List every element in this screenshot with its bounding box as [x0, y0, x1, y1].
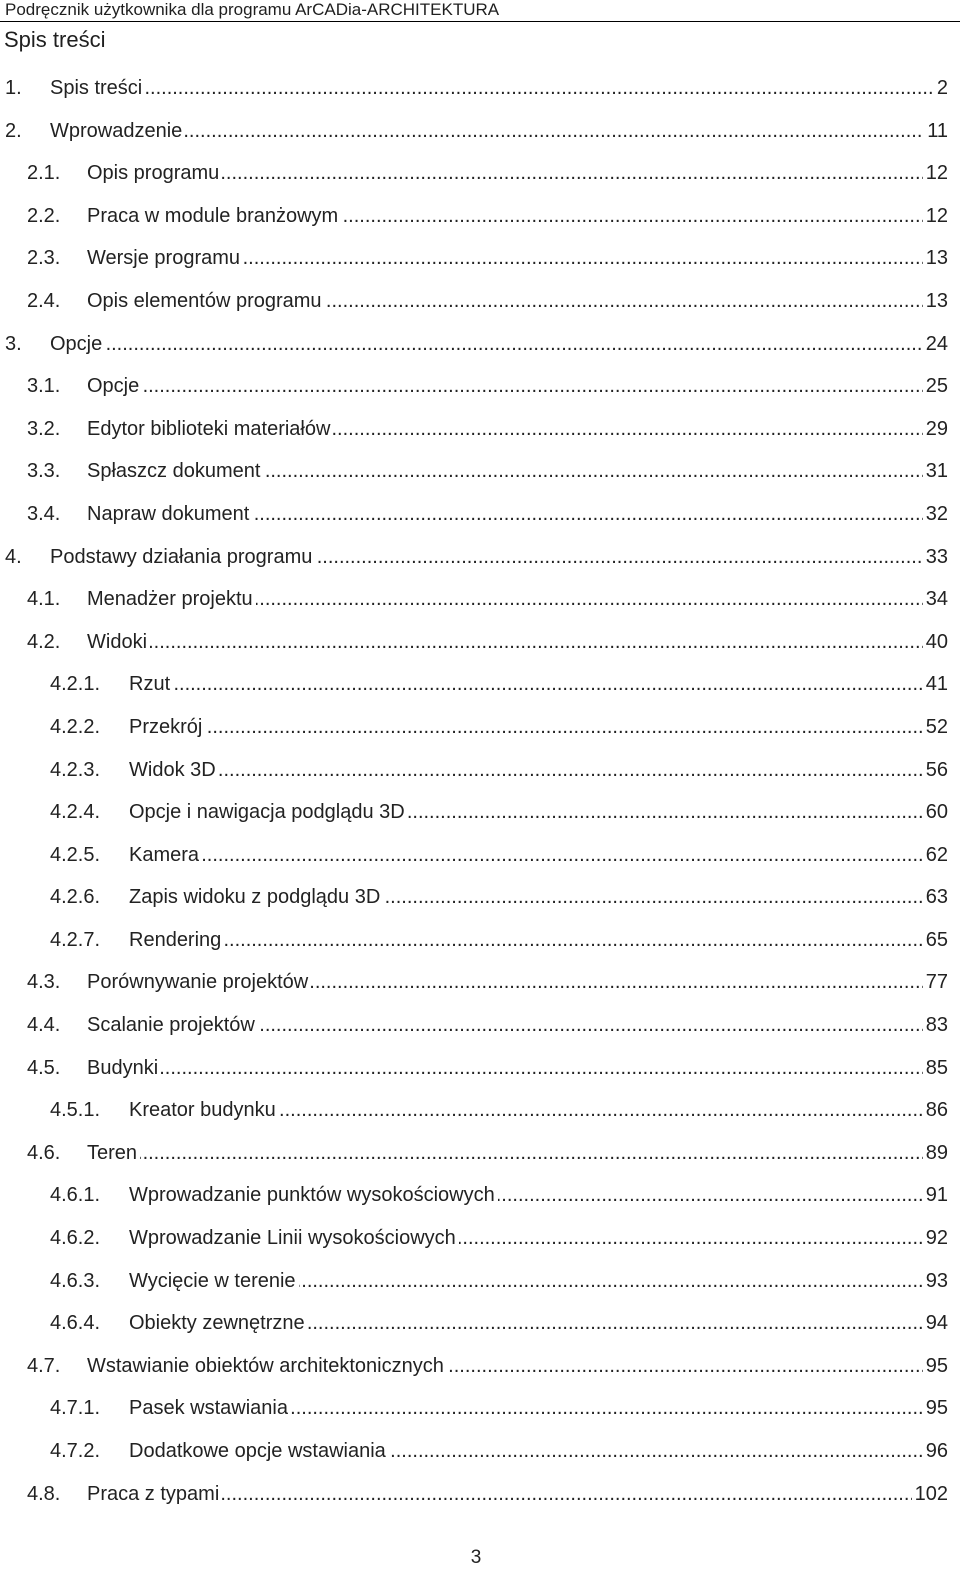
toc-entry-title[interactable]: Edytor biblioteki materiałów — [87, 408, 333, 450]
running-header-title: Podręcznik użytkownika dla programu ArCADia-ARCHITEKTURA — [5, 0, 500, 19]
toc-entry-title-leader — [87, 1004, 934, 1046]
toc-entry-number: 4.7.1. — [50, 1397, 101, 1420]
toc-entry-page: 25 — [923, 365, 948, 407]
toc-entry-number: 2.4. — [27, 289, 61, 312]
toc-entry[interactable] — [0, 1345, 960, 1388]
toc-entry-title-leader — [87, 1345, 934, 1387]
toc-entry-title-leader — [87, 365, 934, 407]
toc-entry-number: 3.3. — [27, 460, 61, 483]
page-number: 3 — [470, 1547, 482, 1568]
toc-entry-title[interactable]: Wprowadzanie Linii wysokościowych — [129, 1217, 459, 1259]
toc-entry[interactable] — [0, 67, 960, 110]
toc-entry-title-leader — [129, 919, 934, 961]
toc-entry-title[interactable]: Rendering — [129, 919, 224, 961]
toc-entry-page: 32 — [923, 493, 948, 535]
toc-entry-title[interactable]: Napraw dokument — [87, 493, 252, 535]
toc-entry-page: 86 — [923, 1089, 948, 1131]
toc-entry-title-leader — [129, 1260, 934, 1302]
toc-entry-page: 62 — [923, 834, 948, 876]
toc-entry[interactable] — [0, 876, 960, 919]
toc-entry-title-leader — [129, 1387, 934, 1429]
toc-entry-number: 4.1. — [27, 588, 61, 611]
toc-entry-title[interactable]: Dodatkowe opcje wstawiania — [129, 1430, 389, 1472]
toc-entry-page: 40 — [923, 621, 948, 663]
toc-entry-number: 4.2.2. — [50, 715, 101, 738]
toc-entry-title-leader — [87, 450, 934, 492]
toc-entry[interactable] — [0, 110, 960, 153]
toc-entry-page: 12 — [923, 152, 948, 194]
toc-entry-title-leader — [87, 195, 934, 237]
toc-entry-number: 4.2.4. — [50, 801, 101, 824]
toc-entry-number: 4.8. — [27, 1482, 61, 1505]
toc-entry-title[interactable]: Teren — [87, 1132, 140, 1174]
toc-entry-page: 34 — [923, 578, 948, 620]
toc-entry-title-leader — [87, 237, 934, 279]
toc-entry[interactable] — [0, 1047, 960, 1090]
toc-entry-number: 4.5. — [27, 1056, 61, 1079]
header-rule — [0, 21, 960, 22]
toc-entry-title[interactable]: Wstawianie obiektów architektonicznych — [87, 1345, 447, 1387]
toc-entry-page: 95 — [923, 1345, 948, 1387]
toc-entry-number: 3.2. — [27, 417, 61, 440]
toc-entry-number: 4.2.7. — [50, 928, 101, 951]
toc-entry-number: 4.6.1. — [50, 1184, 101, 1207]
toc-entry-title-leader — [87, 578, 934, 620]
toc-entry-title[interactable]: Menadżer projektu — [87, 578, 256, 620]
toc-entry-title[interactable]: Praca w module branżowym — [87, 195, 341, 237]
toc-entry-number: 4.4. — [27, 1014, 61, 1037]
toc-entry-title-leader — [129, 876, 934, 918]
toc-entry-number: 3. — [5, 332, 22, 355]
toc-entry[interactable] — [0, 365, 960, 408]
toc-entry-title-leader — [129, 1089, 934, 1131]
toc-entry[interactable] — [0, 1430, 960, 1473]
toc-entry-title-leader — [87, 1473, 934, 1515]
toc-entry[interactable] — [0, 195, 960, 238]
toc-entry-title[interactable]: Opis elementów programu — [87, 280, 325, 322]
toc-entry-title-leader — [50, 323, 934, 365]
toc-entry-number: 4.6.3. — [50, 1269, 101, 1292]
toc-entry[interactable] — [0, 621, 960, 664]
toc-entry[interactable] — [0, 834, 960, 877]
toc-entry-number: 1. — [5, 77, 22, 99]
toc-entry-title[interactable]: Kamera — [129, 834, 202, 876]
toc-entry-title[interactable]: Wycięcie w terenie — [129, 1260, 299, 1302]
toc-entry-page: 96 — [923, 1430, 948, 1472]
toc-entry-title[interactable]: Wersje programu — [87, 237, 243, 279]
toc-entry-page: 83 — [923, 1004, 948, 1046]
toc-entry-page: 33 — [923, 536, 948, 578]
toc-entry-title[interactable]: Zapis widoku z podglądu 3D — [129, 876, 383, 918]
toc-entry-number: 4.6.2. — [50, 1227, 101, 1250]
toc-entry-title[interactable]: Porównywanie projektów — [87, 961, 311, 1003]
toc-entry-page: 85 — [923, 1047, 948, 1089]
toc-entry-number: 4.5.1. — [50, 1099, 101, 1122]
toc-entry-title-leader — [129, 1217, 934, 1259]
toc-entry-title[interactable]: Spłaszcz dokument — [87, 450, 263, 492]
toc-entry-title-leader — [129, 706, 934, 748]
toc-entry-title[interactable]: Praca z typami — [87, 1473, 222, 1515]
toc-entry-page: 95 — [923, 1387, 948, 1429]
toc-entry-number: 4.7.2. — [50, 1440, 101, 1462]
toc-entry-number: 4. — [5, 545, 22, 568]
toc-entry[interactable] — [0, 1217, 960, 1260]
toc-entry[interactable] — [0, 663, 960, 706]
toc-entry-number: 4.2.6. — [50, 886, 101, 909]
toc-entry-title[interactable]: Obiekty zewnętrzne — [129, 1302, 308, 1344]
toc-entry-page: 94 — [923, 1302, 948, 1344]
toc-entry[interactable] — [0, 493, 960, 536]
toc-entry-title-leader — [87, 152, 934, 194]
toc-entry-title[interactable]: Widok 3D — [129, 749, 219, 791]
toc-heading: Spis treści — [4, 27, 106, 52]
toc-entry-title[interactable]: Spis treści — [50, 67, 145, 109]
toc-entry-title-leader — [129, 1302, 934, 1344]
toc-entry-page: 2 — [934, 67, 948, 109]
toc-entry[interactable] — [0, 1473, 960, 1516]
toc-entry[interactable] — [0, 450, 960, 493]
toc-entry-number: 4.2.1. — [50, 673, 101, 696]
toc-entry[interactable] — [0, 152, 960, 195]
toc-entry-title[interactable]: Wprowadzanie punktów wysokościowych — [129, 1174, 498, 1216]
toc-entry-title-leader — [87, 408, 934, 450]
toc-entry-title[interactable]: Wprowadzenie — [50, 110, 185, 152]
toc-entry-title[interactable]: Przekrój — [129, 706, 205, 748]
toc-entry-title-leader — [129, 1430, 934, 1472]
toc-entry[interactable] — [0, 749, 960, 792]
toc-entry-number: 4.2. — [27, 630, 61, 653]
toc-entry-number: 2.3. — [27, 247, 61, 270]
toc-entry[interactable] — [0, 1004, 960, 1047]
toc-entry-number: 4.2.5. — [50, 843, 101, 866]
toc-entry-page: 12 — [923, 195, 948, 237]
toc-entry-page: 24 — [923, 323, 948, 365]
toc-entry-page: 29 — [923, 408, 948, 450]
toc-list — [0, 67, 960, 1515]
toc-entry-title[interactable]: Opcje — [87, 365, 142, 407]
toc-entry-title[interactable]: Pasek wstawiania — [129, 1387, 291, 1429]
toc-entry-title[interactable]: Rzut — [129, 663, 173, 705]
toc-entry[interactable] — [0, 323, 960, 366]
toc-entry-title[interactable]: Podstawy działania programu — [50, 536, 315, 578]
toc-entry-page: 60 — [923, 791, 948, 833]
toc-entry-title-leader — [50, 536, 934, 578]
toc-entry-page: 11 — [924, 110, 948, 152]
toc-entry-title-leader — [50, 67, 934, 109]
toc-entry-title[interactable]: Kreator budynku — [129, 1089, 279, 1131]
toc-entry-title-leader — [87, 1047, 934, 1089]
toc-entry-title-leader — [129, 749, 934, 791]
toc-entry-title-leader — [50, 110, 934, 152]
toc-entry[interactable] — [0, 919, 960, 962]
toc-entry-page: 13 — [923, 280, 948, 322]
toc-entry-page: 91 — [923, 1174, 948, 1216]
toc-entry-title[interactable]: Scalanie projektów — [87, 1004, 258, 1046]
toc-entry-title-leader — [129, 791, 934, 833]
toc-entry-number: 3.1. — [27, 375, 61, 398]
toc-entry-page: 89 — [923, 1132, 948, 1174]
toc-entry-page: 52 — [923, 706, 948, 748]
toc-entry[interactable] — [0, 1302, 960, 1345]
toc-entry-page: 65 — [923, 919, 948, 961]
toc-entry-title[interactable]: Opcje — [50, 323, 105, 365]
toc-entry[interactable] — [0, 237, 960, 280]
toc-entry-number: 2.1. — [27, 162, 61, 185]
toc-entry-number: 4.7. — [27, 1354, 61, 1377]
toc-entry-title[interactable]: Widoki — [87, 621, 150, 663]
toc-entry-number: 4.6. — [27, 1141, 61, 1164]
toc-entry[interactable] — [0, 706, 960, 749]
toc-entry-page: 92 — [923, 1217, 948, 1259]
toc-entry-title-leader — [87, 280, 934, 322]
toc-entry-number: 3.4. — [27, 502, 61, 525]
toc-entry-title[interactable]: Opcje i nawigacja podglądu 3D — [129, 791, 408, 833]
toc-entry-page: 41 — [923, 663, 948, 705]
toc-entry-title[interactable]: Budynki — [87, 1047, 161, 1089]
toc-entry-page: 77 — [923, 961, 948, 1003]
toc-entry-page: 63 — [923, 876, 948, 918]
toc-entry-number: 2. — [5, 119, 22, 142]
toc-entry-title-leader — [87, 961, 934, 1003]
toc-entry[interactable] — [0, 1174, 960, 1217]
toc-entry[interactable] — [0, 1132, 960, 1175]
toc-entry-title-leader — [129, 834, 934, 876]
toc-entry-number: 4.2.3. — [50, 758, 101, 781]
toc-entry-page: 56 — [923, 749, 948, 791]
toc-entry-page: 13 — [923, 237, 948, 279]
toc-entry-title-leader — [129, 663, 934, 705]
toc-entry-title-leader — [129, 1174, 934, 1216]
toc-entry-number: 4.3. — [27, 971, 61, 994]
toc-entry-title[interactable]: Opis programu — [87, 152, 222, 194]
toc-entry[interactable] — [0, 1089, 960, 1132]
toc-entry-title-leader — [87, 493, 934, 535]
toc-entry[interactable] — [0, 1387, 960, 1430]
toc-entry[interactable] — [0, 408, 960, 451]
toc-entry-title-leader — [87, 1132, 934, 1174]
toc-entry[interactable] — [0, 578, 960, 621]
toc-entry-number: 4.6.4. — [50, 1312, 101, 1335]
toc-entry[interactable] — [0, 791, 960, 834]
toc-entry-page: 93 — [923, 1260, 948, 1302]
toc-entry-page: 31 — [923, 450, 948, 492]
toc-entry-page: 102 — [912, 1473, 948, 1515]
toc-entry-title-leader — [87, 621, 934, 663]
toc-entry-number: 2.2. — [27, 204, 61, 227]
toc-entry[interactable] — [0, 536, 960, 579]
toc-entry[interactable] — [0, 280, 960, 323]
toc-entry[interactable] — [0, 961, 960, 1004]
toc-entry[interactable] — [0, 1260, 960, 1303]
